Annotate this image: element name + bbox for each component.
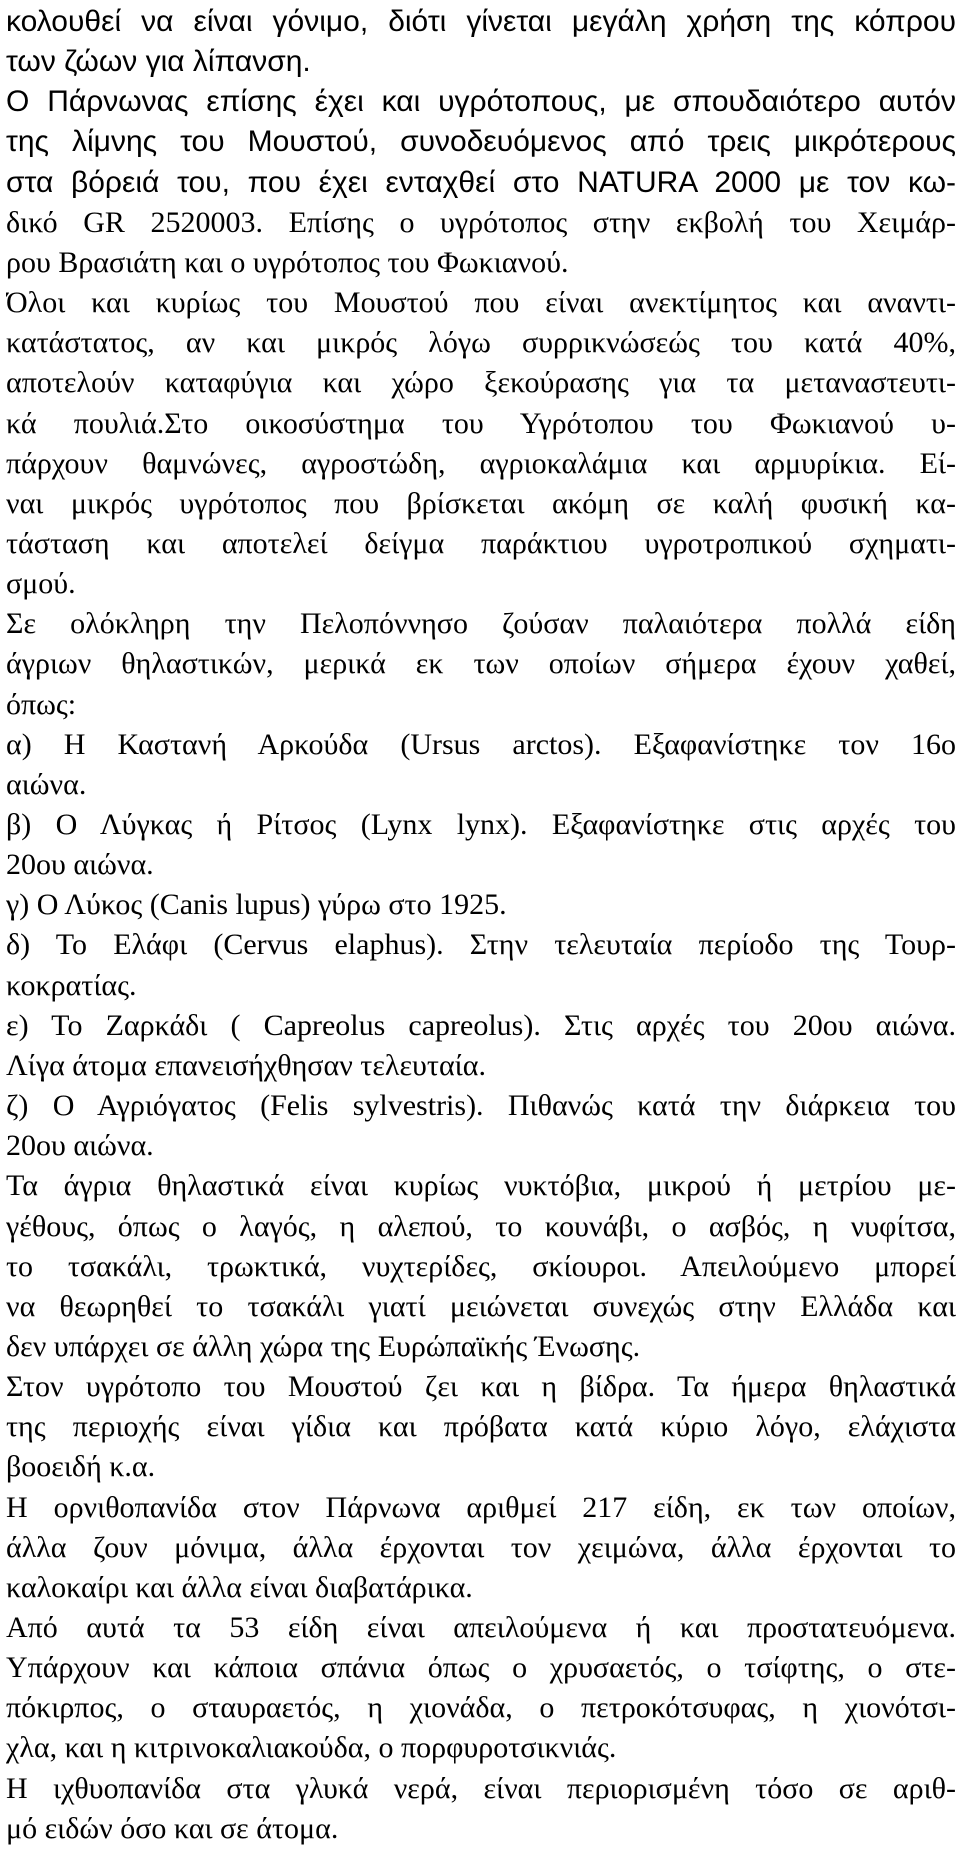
text-line: κοκρατίας. bbox=[6, 968, 137, 1002]
text-line: κολουθεί να είναι γόνιμο, διότι γίνεται μεγάλη χρήση της κόπρου bbox=[6, 5, 956, 38]
text-line: γέθους, όπως ο λαγός, η αλεπού, το κουνάβι, ο ασβός, η νυφίτσα, bbox=[6, 1209, 956, 1243]
text-line: Υπάρχουν και κάποια σπάνια όπως ο χρυσαετός, ο τσίφτης, ο στε- bbox=[6, 1651, 956, 1685]
text-line: Όλοι και κυρίως του Μουστού που είναι ανεκτίμητος και αναντι- bbox=[6, 286, 956, 320]
text-line: γ) Ο Λύκος (Canis lupus) γύρω στο 1925. bbox=[6, 888, 507, 922]
text-line: Η ορνιθοπανίδα στον Πάρνωνα αριθμεί 217 είδη, εκ των οποίων, bbox=[6, 1490, 956, 1524]
text-line: να θεωρηθεί το τσακάλι γιατί μειώνεται συνεχώς στην Ελλάδα και bbox=[6, 1289, 956, 1323]
text-line: κατάστατος, αν και μικρός λόγω συρρικνώσεώς του κατά 40%, bbox=[6, 326, 956, 360]
text-line: ρου Βρασιάτη και ο υγρότοπος του Φωκιανού. bbox=[6, 245, 569, 279]
text-line: αιώνα. bbox=[6, 767, 87, 801]
text-line: 20ου αιώνα. bbox=[6, 1129, 154, 1163]
text-line: ε) Το Ζαρκάδι ( Capreolus capreolus). Στις αρχές του 20ου αιώνα. bbox=[6, 1008, 956, 1042]
text-line: Τα άγρια θηλαστικά είναι κυρίως νυκτόβια, μικρού ή μετρίου με- bbox=[6, 1169, 956, 1203]
text-line: αποτελούν καταφύγια και χώρο ξεκούρασης για τα μεταναστευτι- bbox=[6, 366, 956, 400]
text-line: τάσταση και αποτελεί δείγμα παράκτιου υγροτροπικού σχηματι- bbox=[6, 526, 956, 560]
text-line: της περιοχής είναι γίδια και πρόβατα κατά κύριο λόγο, ελάχιστα bbox=[6, 1410, 956, 1444]
text-line: δικό GR 2520003. Επίσης ο υγρότοπος στην εκβολή του Χειμάρ- bbox=[6, 205, 956, 239]
text-line: χλα, και η κιτρινοκαλιακούδα, ο πορφυροτσικνιάς. bbox=[6, 1731, 617, 1765]
text-line: α) Η Καστανή Αρκούδα (Ursus arctos). Εξαφανίστηκε τον 16ο bbox=[6, 727, 956, 761]
text-line: όπως: bbox=[6, 687, 77, 721]
text-line: Λίγα άτομα επανεισήχθησαν τελευταία. bbox=[6, 1048, 486, 1082]
text-line: άλλα ζουν μόνιμα, άλλα έρχονται τον χειμώνα, άλλα έρχονται το bbox=[6, 1530, 956, 1564]
text-line: μό ειδών όσο και σε άτομα. bbox=[6, 1811, 339, 1845]
text-line: στα βόρειά του, που έχει ενταχθεί στο NATURA 2000 με τον κω- bbox=[6, 165, 956, 199]
text-line: ζ) Ο Αγριόγατος (Felis sylvestris). Πιθανώς κατά την διάρκεια του bbox=[6, 1089, 956, 1123]
text-line: πάρχουν θαμνώνες, αγροστώδη, αγριοκαλάμια και αρμυρίκια. Εί- bbox=[6, 446, 956, 480]
text-line: της λίμνης του Μουστού, συνοδευόμενος από τρεις μικρότερους bbox=[6, 125, 956, 159]
text-line: κά πουλιά.Στο οικοσύστημα του Υγρότοπου του Φωκιανού υ- bbox=[6, 406, 956, 440]
text-line: Από αυτά τα 53 είδη είναι απειλούμενα ή και προστατευόμενα. bbox=[6, 1611, 956, 1644]
text-line: δ) Το Ελάφι (Cervus elaphus). Στην τελευταία περίοδο της Τουρ- bbox=[6, 928, 956, 962]
text-line: β) Ο Λύγκας ή Ρίτσος (Lynx lynx). Εξαφανίστηκε στις αρχές του bbox=[6, 808, 956, 841]
text-line: Ο Πάρνωνας επίσης έχει και υγρότοπους, με σπουδαιότερο αυτόν bbox=[6, 85, 956, 119]
text-line: Η ιχθυοπανίδα στα γλυκά νερά, είναι περιορισμένη τόσο σε αριθ- bbox=[6, 1771, 956, 1805]
text-line: άγριων θηλαστικών, μερικά εκ των οποίων σήμερα έχουν χαθεί, bbox=[6, 647, 956, 681]
text-line: 20ου αιώνα. bbox=[6, 848, 154, 882]
text-line: το τσακάλι, τρωκτικά, νυχτερίδες, σκίουροι. Απειλούμενο μπορεί bbox=[6, 1249, 956, 1283]
text-line: Σε ολόκληρη την Πελοπόννησο ζούσαν παλαιότερα πολλά είδη bbox=[6, 607, 956, 641]
text-line: Στον υγρότοπο του Μουστού ζει και η βίδρα. Τα ήμερα θηλαστικά bbox=[6, 1370, 956, 1404]
text-line: βοοειδή κ.α. bbox=[6, 1450, 156, 1484]
text-line: ναι μικρός υγρότοπος που βρίσκεται ακόμη σε καλή φυσική κα- bbox=[6, 486, 956, 520]
text-line: πόκιρπος, ο σταυραετός, η χιονάδα, ο πετροκότσυφας, η χιονότσι- bbox=[6, 1691, 956, 1725]
text-line: σμού. bbox=[6, 567, 76, 601]
text-line: καλοκαίρι και άλλα είναι διαβατάρικα. bbox=[6, 1570, 473, 1604]
text-line: δεν υπάρχει σε άλλη χώρα της Ευρώπαϊκής Ένωσης. bbox=[6, 1329, 641, 1363]
text-line: των ζώων για λίπανση. bbox=[6, 45, 311, 79]
